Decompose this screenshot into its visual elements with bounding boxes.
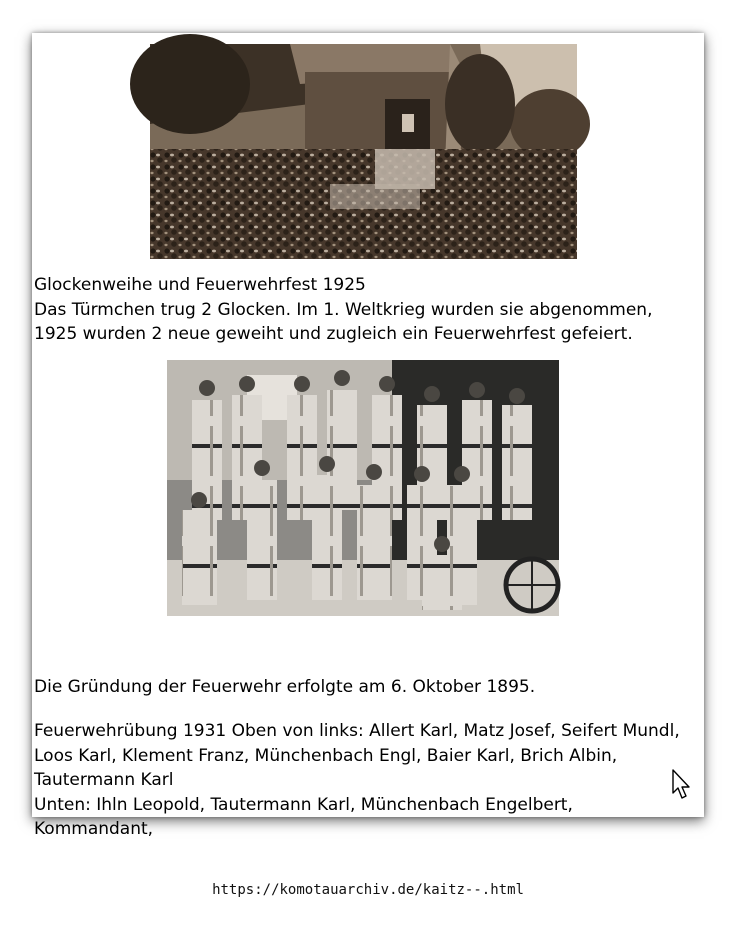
mouse-cursor-icon [672, 769, 692, 801]
founding-text: Die Gründung der Feuerwehr erfolgte am 6. Oktober 1895. [34, 677, 536, 697]
photo-fire-brigade-1931 [167, 360, 559, 616]
members-bottom: Unten: Ihln Leopold, Tautermann Karl, Münchenbach Engelbert, Kommandant, [34, 794, 573, 839]
members-top: Feuerwehrübung 1931 Oben von links: Allert Karl, Matz Josef, Seifert Mundl, Loos Karl, Klement Franz, Münchenbach Engl, Baier Karl, Brich Albin, Tautermann Karl [34, 721, 680, 790]
caption-text: Das Türmchen trug 2 Glocken. Im 1. Weltkrieg wurden sie abgenommen, 1925 wurden 2 neue geweiht und zugleich ein Feuerwehrfest gefeiert. [34, 299, 653, 344]
page-url[interactable]: https://komotauarchiv.de/kaitz--.html [212, 882, 524, 898]
photo-bell-consecration-1925 [150, 44, 577, 259]
members-text [34, 719, 694, 842]
photo-caption [34, 273, 694, 347]
browser-page [32, 33, 704, 839]
caption-title: Glockenweihe und Feuerwehrfest 1925 [34, 275, 366, 295]
